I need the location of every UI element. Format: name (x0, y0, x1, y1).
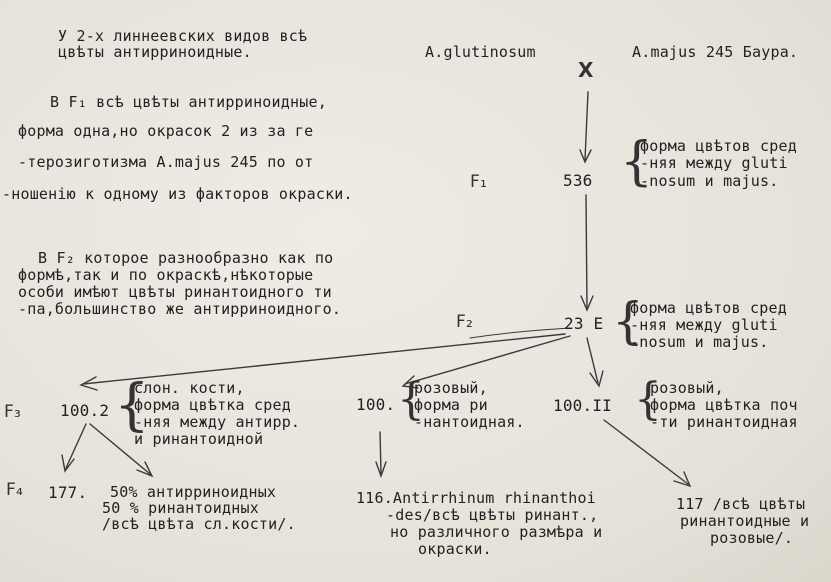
f1-text-line-1: В F₁ всѣ цвѣты антирриноидные, (50, 93, 327, 111)
f3-mid-note-3: -нантоидная. (414, 413, 525, 431)
f3-mid-note-1: розовый, (414, 379, 488, 397)
f1-count: 536 (563, 171, 593, 190)
f3-mid-brace: { (397, 374, 425, 425)
f4-left-line-2: 50 % ринантоидных (102, 499, 259, 517)
f3-left-note-2: форма цвѣтка сред (134, 396, 291, 414)
f1-text-line-4: -ношенiю к одному из факторов окраски. (2, 185, 353, 203)
f3-right-brace: { (634, 374, 662, 425)
f2-note-line-1: форма цвѣтов сред (630, 299, 787, 317)
f1-note-line-3: -nosum и majus. (640, 172, 779, 190)
f3-mid-id: 100. (356, 395, 396, 414)
f3-right-note-1: розовый, (650, 379, 724, 397)
arrow-f3-mid-to-f4 (380, 432, 381, 474)
f3-left-note-4: и ринантоидной (134, 430, 264, 448)
f2-text-line-1: В F₂ которое разнообразно как по (38, 249, 334, 267)
f3-label: F₃ (4, 402, 21, 422)
f4-right-line-3: розовые/. (710, 529, 794, 547)
f4-left-line-1: 50% антирриноидных (110, 483, 277, 501)
f3-mid-note-2: форма ри (414, 396, 488, 414)
f2-text-line-2: формѣ,так и по окраскѣ,нѣкоторые (18, 266, 314, 284)
f3-right-note-2: форма цвѣтка поч (650, 396, 798, 414)
f2-label: F₂ (456, 312, 473, 332)
f4-right-line-1: 117 /всѣ цвѣты (676, 495, 806, 513)
f3-left-note-1: слон. кости, (134, 379, 245, 397)
f4-label: F₄ (6, 480, 23, 500)
f2-brace: { (612, 292, 644, 350)
parent-left-label: A.glutinosum (425, 43, 536, 61)
f3-left-note-3: -няя между антирр. (134, 413, 301, 431)
intro-line-1: У 2-х линнеевских видов всѣ (58, 27, 308, 45)
arrow-cross-to-f1 (585, 92, 588, 160)
f4-mid-line-3: но различного размѣра и (390, 523, 603, 541)
f1-brace: { (620, 132, 654, 192)
f3-right-note-3: -ти ринантоидная (650, 413, 798, 431)
f3-left-id: 100.2 (60, 401, 110, 420)
f1-label: F₁ (470, 172, 487, 192)
f4-mid-line-2: -des/всѣ цвѣты ринант., (386, 506, 599, 524)
f1-text-line-3: -терозиготизма A.majus 245 по от (18, 153, 314, 171)
f4-left-id: 177. (48, 483, 88, 502)
f2-note-line-3: -nosum и majus. (630, 333, 769, 351)
f4-right-line-2: ринантоидные и (680, 512, 810, 530)
f3-left-brace: { (114, 373, 150, 438)
f2-text-line-4: -па,большинство же антирриноидного. (18, 300, 342, 318)
f1-note-line-1: форма цвѣтов сред (640, 137, 797, 155)
f1-text-line-2: форма одна,но окрасок 2 из за ге (18, 122, 314, 140)
arrow-f2-to-f3-mid (405, 336, 570, 384)
f3-right-id: 100.II (553, 396, 612, 415)
arrow-f1-to-f2 (586, 195, 587, 308)
f2-count: 23 E (564, 314, 604, 333)
cross-mark: X (578, 58, 594, 82)
f4-mid-line-1: 116.Antirrhinum rhinanthoi (356, 489, 596, 507)
f4-mid-line-4: окраски. (418, 540, 492, 558)
intro-line-2: цвѣты антирриноидные. (58, 43, 252, 61)
f2-note-line-2: -няя между gluti (630, 316, 778, 334)
parent-right-label: A.majus 245 Баура. (632, 43, 799, 61)
f4-left-line-3: /всѣ цвѣта сл.кости/. (102, 515, 296, 533)
f1-note-line-2: -няя между gluti (640, 154, 788, 172)
f2-text-line-3: особи имѣют цвѣты ринантоидного ти (18, 283, 332, 301)
arrow-f3-left-to-f4-a (66, 424, 86, 468)
